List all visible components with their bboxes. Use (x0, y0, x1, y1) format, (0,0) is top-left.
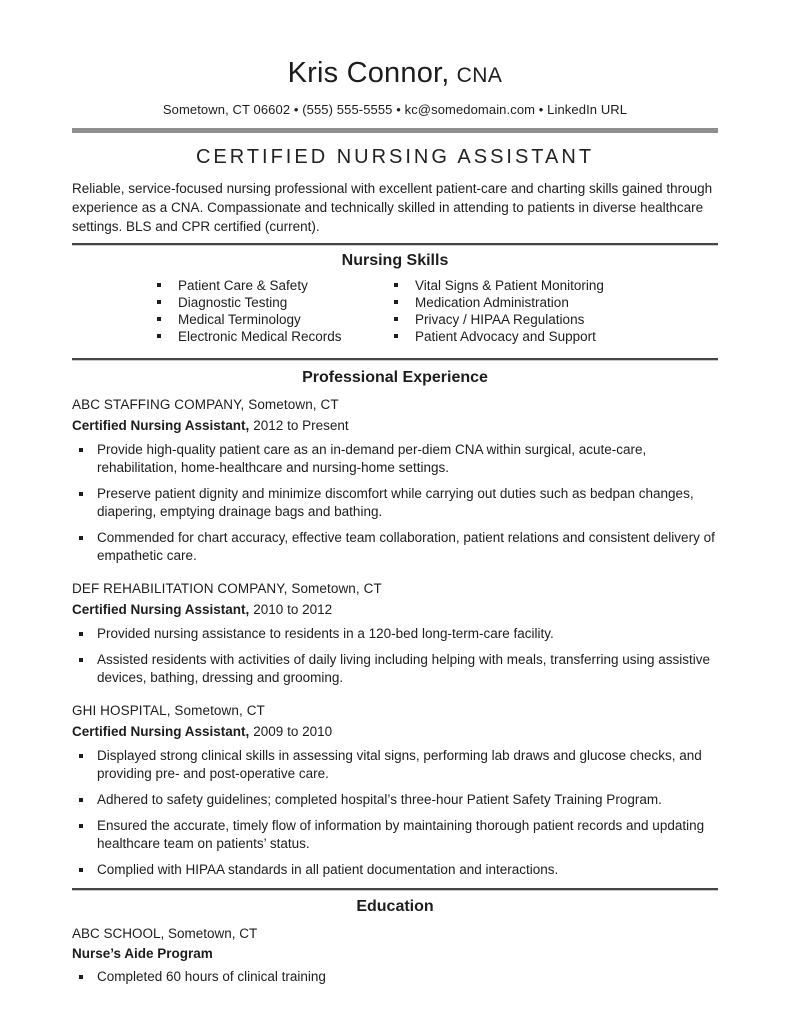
contact-line: Sometown, CT 06602 • (555) 555-5555 • kc@somedomain.com • LinkedIn URL (162, 102, 628, 117)
job-dates: 2009 to 2010 (253, 724, 333, 739)
company-line: GHI HOSPITAL, Sometown, CT (72, 703, 265, 718)
skill-item (392, 277, 604, 294)
bullet-text: Preserve patient dignity and minimize discomfort while carrying out duties such as bedpan changes, diapering, emptying drainage bags and bathing. (97, 486, 694, 519)
job-bullet-list (72, 441, 718, 565)
divider-thin (72, 358, 718, 361)
bullet-item (72, 485, 718, 521)
job-title: Certified Nursing Assistant, (72, 602, 250, 617)
document-title: CERTIFIED NURSING ASSISTANT (195, 146, 595, 168)
job-bullet-list (72, 625, 718, 687)
skill-label: Patient Advocacy and Support (415, 329, 596, 344)
skill-item (155, 294, 392, 311)
divider-thin (72, 888, 718, 891)
person-credential: CNA (456, 64, 503, 87)
bullet-text: Assisted residents with activities of daily living including helping with meals, transferring using assistive devices, bathing, dressing and grooming. (97, 652, 711, 685)
bullet-text: Adhered to safety guidelines; completed hospital’s three-hour Patient Safety Training Program. (97, 792, 662, 807)
bullet-item (72, 651, 718, 687)
skill-label: Vital Signs & Patient Monitoring (415, 278, 604, 293)
skill-label: Electronic Medical Records (178, 329, 342, 344)
bullet-text: Ensured the accurate, timely flow of information by maintaining thorough patient records and updating healthcare team on patients’ status. (97, 818, 705, 851)
bullet-item (72, 861, 718, 879)
job-title-line (72, 418, 718, 434)
education-bullet-list (72, 968, 718, 986)
bullet-text: Completed 60 hours of clinical training (97, 969, 326, 984)
skill-item (155, 328, 392, 345)
divider-thick (72, 128, 718, 133)
job-entry (72, 703, 718, 879)
header-name-line (72, 56, 718, 95)
skill-item (155, 277, 392, 294)
experience-jobs (72, 397, 718, 879)
job-dates: 2010 to 2012 (253, 602, 333, 617)
bullet-item (72, 968, 718, 986)
bullet-item (72, 791, 718, 809)
bullet-item (72, 441, 718, 477)
bullet-item (72, 747, 718, 783)
bullet-item (72, 625, 718, 643)
company-line: DEF REHABILITATION COMPANY, Sometown, CT (72, 581, 382, 596)
bullet-item (72, 529, 718, 565)
summary-paragraph: Reliable, service-focused nursing professional with excellent patient-care and charting skills gained through experience as a CNA. Compassionate and technically skilled in attending to patients in diverse healthcare settings. BLS and CPR certified (current). (72, 181, 713, 234)
bullet-text: Provided nursing assistance to residents in a 120-bed long-term-care facility. (97, 626, 554, 641)
company-line: ABC STAFFING COMPANY, Sometown, CT (72, 397, 339, 412)
job-entry (72, 397, 718, 565)
bullet-item (72, 817, 718, 853)
skill-label: Medication Administration (415, 295, 569, 310)
skill-item (392, 328, 604, 345)
skills-column-left (155, 277, 392, 345)
skills-columns (72, 277, 718, 345)
skill-label: Diagnostic Testing (178, 295, 288, 310)
job-title: Certified Nursing Assistant, (72, 724, 250, 739)
divider-thin (72, 243, 718, 246)
skill-item (155, 311, 392, 328)
skill-label: Medical Terminology (178, 312, 301, 327)
program-title: Nurse’s Aide Program (72, 946, 213, 961)
bullet-text: Complied with HIPAA standards in all patient documentation and interactions. (97, 862, 559, 877)
job-title: Certified Nursing Assistant, (72, 418, 250, 433)
skill-item (392, 294, 604, 311)
school-line: ABC SCHOOL, Sometown, CT (72, 926, 258, 941)
skill-item (392, 311, 604, 328)
bullet-text: Provide high-quality patient care as an in-demand per-diem CNA within surgical, acute-care, rehabilitation, home-healthcare and nursing-home settings. (97, 442, 647, 475)
person-name: Kris Connor, (287, 57, 450, 89)
job-title-line (72, 602, 718, 618)
job-entry (72, 581, 718, 687)
job-bullet-list (72, 747, 718, 879)
skills-column-right (392, 277, 604, 345)
skill-label: Patient Care & Safety (178, 278, 308, 293)
skills-heading: Nursing Skills (341, 252, 449, 269)
job-dates: 2012 to Present (253, 418, 349, 433)
skill-label: Privacy / HIPAA Regulations (415, 312, 585, 327)
experience-heading: Professional Experience (302, 369, 488, 386)
education-heading: Education (356, 898, 434, 915)
bullet-text: Displayed strong clinical skills in assessing vital signs, performing lab draws and glucose checks, and providing pre- and post-operative care. (97, 748, 702, 781)
bullet-text: Commended for chart accuracy, effective team collaboration, patient relations and consistent delivery of empathetic care. (97, 530, 715, 563)
job-title-line (72, 724, 718, 740)
